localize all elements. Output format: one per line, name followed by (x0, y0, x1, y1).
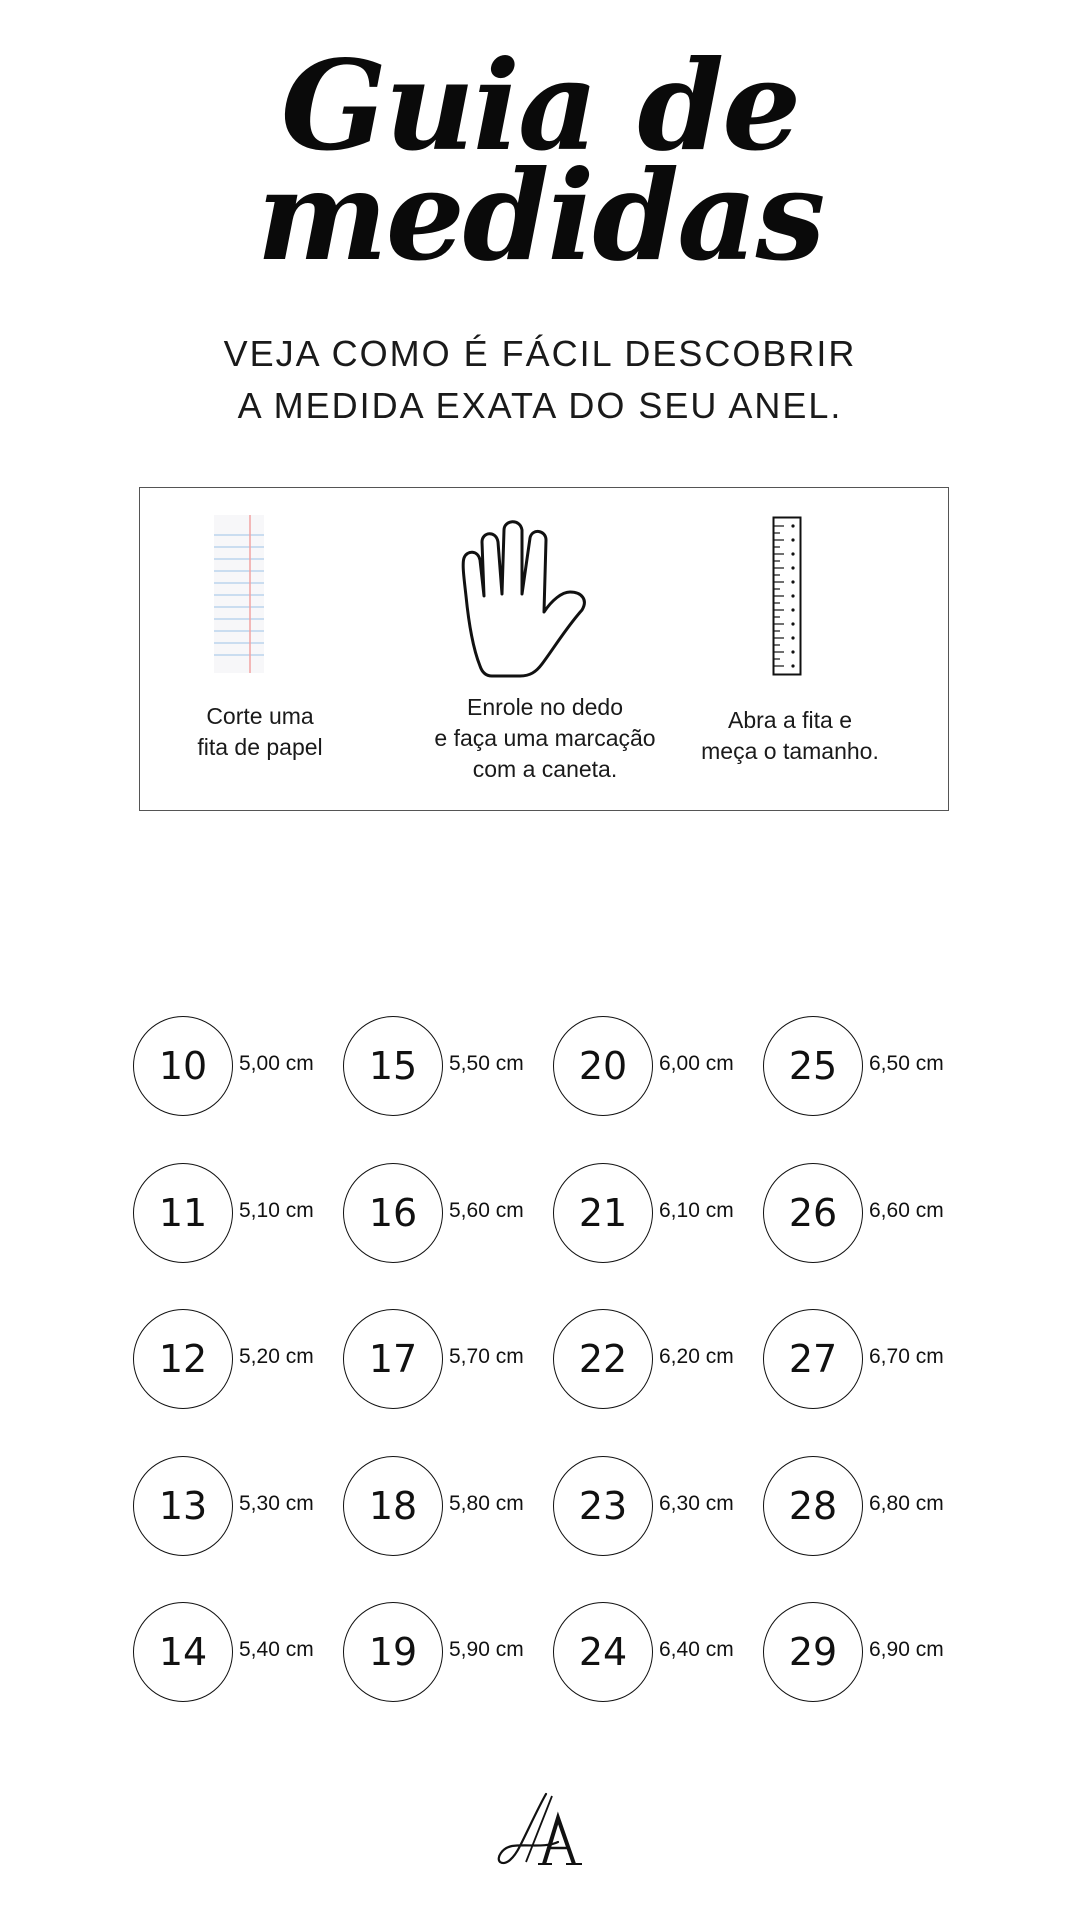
page-title (0, 34, 1080, 289)
size-item (133, 1602, 343, 1704)
size-number-circle: 21 (553, 1163, 653, 1263)
size-item (763, 1456, 973, 1558)
size-circumference: 5,30 cm (239, 1492, 314, 1515)
size-circumference: 5,00 cm (239, 1052, 314, 1075)
size-number-circle: 11 (133, 1163, 233, 1263)
size-item (343, 1163, 553, 1265)
hand-icon (458, 516, 594, 680)
size-number-circle: 20 (553, 1016, 653, 1116)
size-item (553, 1163, 763, 1265)
size-number-circle: 27 (763, 1309, 863, 1409)
size-item (133, 1456, 343, 1558)
size-circumference: 5,50 cm (449, 1052, 524, 1075)
size-item (763, 1309, 973, 1411)
size-number-circle: 10 (133, 1016, 233, 1116)
step-caption-2: Enrole no dedo e faça uma marcação com a caneta. (434, 694, 656, 782)
title-line-2: medidas (256, 144, 824, 289)
size-item (553, 1016, 763, 1118)
size-circumference: 6,20 cm (659, 1345, 734, 1368)
size-circumference: 5,80 cm (449, 1492, 524, 1515)
size-item (133, 1163, 343, 1265)
size-number-circle: 16 (343, 1163, 443, 1263)
size-number-circle: 12 (133, 1309, 233, 1409)
size-circumference: 6,40 cm (659, 1638, 734, 1661)
size-circumference: 6,50 cm (869, 1052, 944, 1075)
size-number-circle: 18 (343, 1456, 443, 1556)
title-line-1: Guia de (280, 34, 800, 179)
size-number-circle: 15 (343, 1016, 443, 1116)
size-item (553, 1309, 763, 1411)
size-circumference: 5,40 cm (239, 1638, 314, 1661)
size-circumference: 5,70 cm (449, 1345, 524, 1368)
size-item (343, 1309, 553, 1411)
size-number-circle: 19 (343, 1602, 443, 1702)
subtitle-line-1: VEJA COMO É FÁCIL DESCOBRIR (223, 333, 857, 374)
brand-monogram-logo (496, 1790, 586, 1870)
size-item (763, 1163, 973, 1265)
size-item (343, 1456, 553, 1558)
size-circumference: 6,80 cm (869, 1492, 944, 1515)
size-number-circle: 17 (343, 1309, 443, 1409)
subtitle-line-2: A MEDIDA EXATA DO SEU ANEL. (237, 385, 843, 426)
notebook-paper-icon (214, 515, 264, 673)
size-item (763, 1602, 973, 1704)
size-number-circle: 13 (133, 1456, 233, 1556)
size-number-circle: 14 (133, 1602, 233, 1702)
size-circumference: 6,60 cm (869, 1199, 944, 1222)
size-circumference: 5,60 cm (449, 1199, 524, 1222)
size-number-circle: 28 (763, 1456, 863, 1556)
size-number-circle: 29 (763, 1602, 863, 1702)
step-caption-3: Abra a fita e meça o tamanho. (701, 707, 879, 764)
size-circumference: 6,70 cm (869, 1345, 944, 1368)
size-item (763, 1016, 973, 1118)
size-circumference: 5,10 cm (239, 1199, 314, 1222)
size-circumference: 6,00 cm (659, 1052, 734, 1075)
size-number-circle: 22 (553, 1309, 653, 1409)
step-caption-1: Corte uma fita de papel (197, 703, 323, 760)
size-item (133, 1016, 343, 1118)
size-item (343, 1016, 553, 1118)
size-item (553, 1602, 763, 1704)
size-number-circle: 25 (763, 1016, 863, 1116)
size-number-circle: 23 (553, 1456, 653, 1556)
size-number-circle: 24 (553, 1602, 653, 1702)
instructions-box (139, 487, 949, 811)
size-item (343, 1602, 553, 1704)
size-item (553, 1456, 763, 1558)
size-circumference: 6,90 cm (869, 1638, 944, 1661)
size-number-circle: 26 (763, 1163, 863, 1263)
size-circumference: 5,20 cm (239, 1345, 314, 1368)
size-circumference: 6,10 cm (659, 1199, 734, 1222)
size-item (133, 1309, 343, 1411)
page-subtitle (0, 328, 1080, 432)
size-circumference: 5,90 cm (449, 1638, 524, 1661)
size-circumference: 6,30 cm (659, 1492, 734, 1515)
ruler-icon (772, 516, 802, 676)
